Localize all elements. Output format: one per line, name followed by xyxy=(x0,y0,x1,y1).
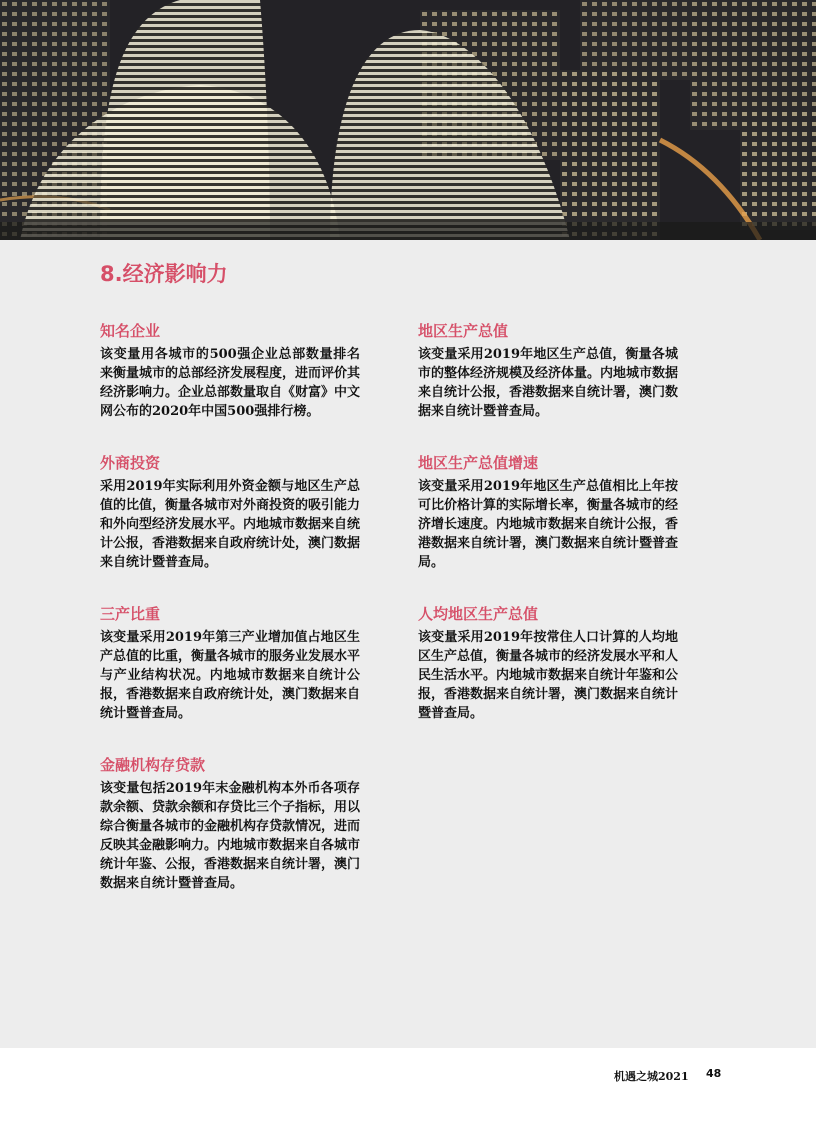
section-title-text: 经济影响力 xyxy=(122,262,228,286)
footer-publication-title: 机遇之城2021 xyxy=(614,1070,689,1083)
page-number: 48 xyxy=(706,1067,722,1080)
entry-body: 该变量采用2019年地区生产总值相比上年按可比价格计算的实际增长率，衡量各城市的经济增长速度。内地城市数据来自统计公报，香港数据来自统计署，澳门数据来自统计暨普查局。 xyxy=(418,479,679,570)
entry-body: 该变量采用2019年第三产业增加值占地区生产总值的比重，衡量各城市的服务业发展水平与产业结构状况。内地城市数据来自统计公报，香港数据来自政府统计处，澳门数据来自统计暨普查局。 xyxy=(100,630,361,721)
page-footer xyxy=(0,1066,816,1086)
entry-body: 该变量采用2019年地区生产总值，衡量各城市的整体经济规模及经济体量。内地城市数据来自统计公报，香港数据来自统计署，澳门数据来自统计暨普查局。 xyxy=(418,347,679,419)
entry-body: 该变量包括2019年末金融机构本外币各项存款余额、贷款余额和存贷比三个子指标，用以综合衡量各城市的金融机构存贷款情况，进而反映其金融影响力。内地城市数据来自各城市统计年鉴、公报，香港数据来自统计署，澳门数据来自统计暨普查局。 xyxy=(100,781,361,891)
entry-gdp-growth xyxy=(418,452,678,572)
entry-title: 地区生产总值增速 xyxy=(418,454,539,472)
entry-title: 人均地区生产总值 xyxy=(418,605,539,623)
entry-title: 三产比重 xyxy=(100,605,161,623)
section-number: 8. xyxy=(100,262,123,286)
cityscape-illustration xyxy=(0,0,816,240)
entry-body: 该变量采用2019年按常住人口计算的人均地区生产总值，衡量各城市的经济发展水平和人民生活水平。内地城市数据来自统计年鉴和公报，香港数据来自统计署，澳门数据来自统计暨普查局。 xyxy=(418,630,679,721)
entry-gdp-per-capita xyxy=(418,603,678,723)
entry-fortune-500 xyxy=(100,320,360,421)
entry-deposits-loans xyxy=(100,754,360,893)
hero-cityscape-photo xyxy=(0,0,816,240)
entry-body: 该变量用各城市的500强企业总部数量排名来衡量城市的总部经济发展程度，进而评价其经济影响力。企业总部数量取自《财富》中文网公布的2020年中国500强排行榜。 xyxy=(100,347,361,419)
entry-tertiary-share xyxy=(100,603,360,723)
entry-title: 知名企业 xyxy=(100,322,161,340)
section-heading xyxy=(100,258,228,288)
left-column xyxy=(100,320,360,893)
entry-title: 金融机构存贷款 xyxy=(100,756,206,774)
entry-gdp xyxy=(418,320,678,421)
entry-body: 采用2019年实际利用外资金额与地区生产总值的比值，衡量各城市对外商投资的吸引能力和外向型经济发展水平。内地城市数据来自统计公报，香港数据来自政府统计处，澳门数据来自统计暨普查局。 xyxy=(100,479,361,570)
entry-title: 外商投资 xyxy=(100,454,161,472)
entry-title: 地区生产总值 xyxy=(418,322,509,340)
right-column xyxy=(418,320,678,723)
entry-foreign-investment xyxy=(100,452,360,572)
